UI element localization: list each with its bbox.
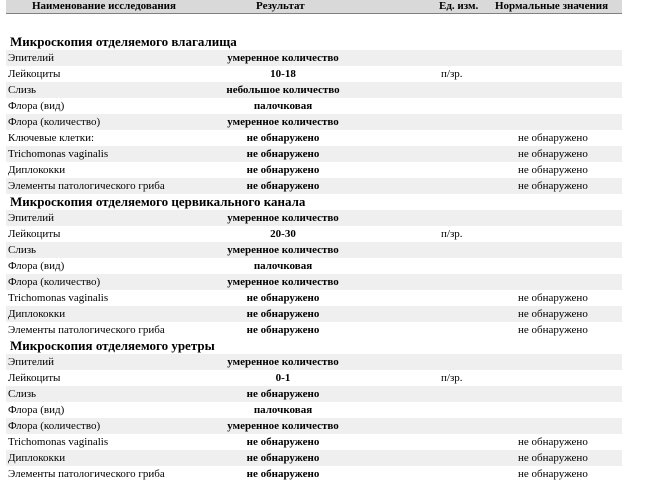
table-row	[6, 258, 622, 274]
test-name: Эпителий	[8, 52, 54, 64]
test-result: не обнаружено	[246, 132, 320, 144]
test-result: не обнаружено	[246, 308, 320, 320]
test-unit: п/зр.	[441, 372, 463, 384]
test-name: Флора (вид)	[8, 404, 65, 416]
table-row	[6, 162, 622, 178]
test-norm: не обнаружено	[518, 292, 588, 304]
table-row	[6, 130, 622, 146]
section-title-urethral: Микроскопия отделяемого уретры	[10, 338, 215, 353]
test-name: Флора (количество)	[8, 116, 101, 128]
table-row	[6, 290, 622, 306]
test-result: палочковая	[253, 260, 313, 272]
test-norm: не обнаружено	[518, 148, 588, 160]
table-row	[6, 242, 622, 258]
test-name: Trichomonas vaginalis	[8, 436, 109, 448]
test-name: Диплококки	[8, 452, 66, 464]
test-result: не обнаружено	[246, 388, 320, 400]
table-header	[6, 0, 622, 14]
test-name: Флора (вид)	[8, 260, 65, 272]
test-result: не обнаружено	[246, 324, 320, 336]
table-row	[6, 402, 622, 418]
test-result: не обнаружено	[246, 148, 320, 160]
test-name: Лейкоциты	[8, 228, 61, 240]
test-norm: не обнаружено	[518, 324, 588, 336]
section-title-cervical: Микроскопия отделяемого цервикального канала	[10, 194, 306, 209]
test-result: небольшое количество	[226, 84, 340, 96]
table-row	[6, 66, 622, 82]
table-row	[6, 450, 622, 466]
test-result: 20-30	[270, 228, 296, 240]
test-name: Лейкоциты	[8, 68, 61, 80]
test-norm: не обнаружено	[518, 164, 588, 176]
test-name: Слизь	[8, 244, 37, 256]
test-result: 0-1	[275, 372, 291, 384]
test-result: умеренное количество	[227, 356, 339, 368]
test-name: Элементы патологического гриба	[8, 180, 165, 192]
test-name: Trichomonas vaginalis	[8, 148, 109, 160]
test-result: не обнаружено	[246, 164, 320, 176]
test-name: Флора (количество)	[8, 276, 101, 288]
table-row	[6, 386, 622, 402]
test-result: 10-18	[270, 68, 296, 80]
test-unit: п/зр.	[441, 228, 463, 240]
table-row	[6, 50, 622, 66]
test-name: Лейкоциты	[8, 372, 61, 384]
test-name: Эпителий	[8, 212, 54, 224]
table-row	[6, 210, 622, 226]
table-row	[6, 82, 622, 98]
test-result: умеренное количество	[227, 244, 339, 256]
test-name: Диплококки	[8, 308, 66, 320]
test-name: Флора (вид)	[8, 100, 65, 112]
table-row	[6, 322, 622, 338]
header-col-unit: Ед. изм.	[439, 0, 479, 12]
test-result: палочковая	[253, 100, 313, 112]
test-result: не обнаружено	[246, 436, 320, 448]
test-norm: не обнаружено	[518, 132, 588, 144]
test-norm: не обнаружено	[518, 180, 588, 192]
test-name: Trichomonas vaginalis	[8, 292, 109, 304]
header-col-result: Результат	[256, 0, 305, 12]
section-title-vaginal: Микроскопия отделяемого влагалища	[10, 34, 237, 49]
test-result: умеренное количество	[227, 52, 339, 64]
test-name: Элементы патологического гриба	[8, 468, 165, 480]
table-row	[6, 418, 622, 434]
test-unit: п/зр.	[441, 68, 463, 80]
test-norm: не обнаружено	[518, 308, 588, 320]
table-row	[6, 274, 622, 290]
test-result: не обнаружено	[246, 292, 320, 304]
test-result: умеренное количество	[227, 420, 339, 432]
table-row	[6, 226, 622, 242]
table-row	[6, 146, 622, 162]
test-name: Ключевые клетки:	[8, 132, 95, 144]
test-result: умеренное количество	[227, 212, 339, 224]
test-name: Слизь	[8, 84, 37, 96]
test-result: умеренное количество	[227, 116, 339, 128]
table-row	[6, 114, 622, 130]
test-name: Флора (количество)	[8, 420, 101, 432]
test-norm: не обнаружено	[518, 436, 588, 448]
test-norm: не обнаружено	[518, 452, 588, 464]
header-col-name: Наименование исследования	[32, 0, 176, 12]
table-row	[6, 98, 622, 114]
table-row	[6, 466, 622, 482]
table-row	[6, 370, 622, 386]
test-result: не обнаружено	[246, 180, 320, 192]
test-result: не обнаружено	[246, 452, 320, 464]
table-row	[6, 354, 622, 370]
table-row	[6, 434, 622, 450]
test-name: Элементы патологического гриба	[8, 324, 165, 336]
test-name: Диплококки	[8, 164, 66, 176]
test-result: умеренное количество	[227, 276, 339, 288]
header-col-norm: Нормальные значения	[495, 0, 609, 12]
test-norm: не обнаружено	[518, 468, 588, 480]
table-row	[6, 306, 622, 322]
table-row	[6, 178, 622, 194]
test-name: Слизь	[8, 388, 37, 400]
test-name: Эпителий	[8, 356, 54, 368]
test-result: палочковая	[253, 404, 313, 416]
test-result: не обнаружено	[246, 468, 320, 480]
